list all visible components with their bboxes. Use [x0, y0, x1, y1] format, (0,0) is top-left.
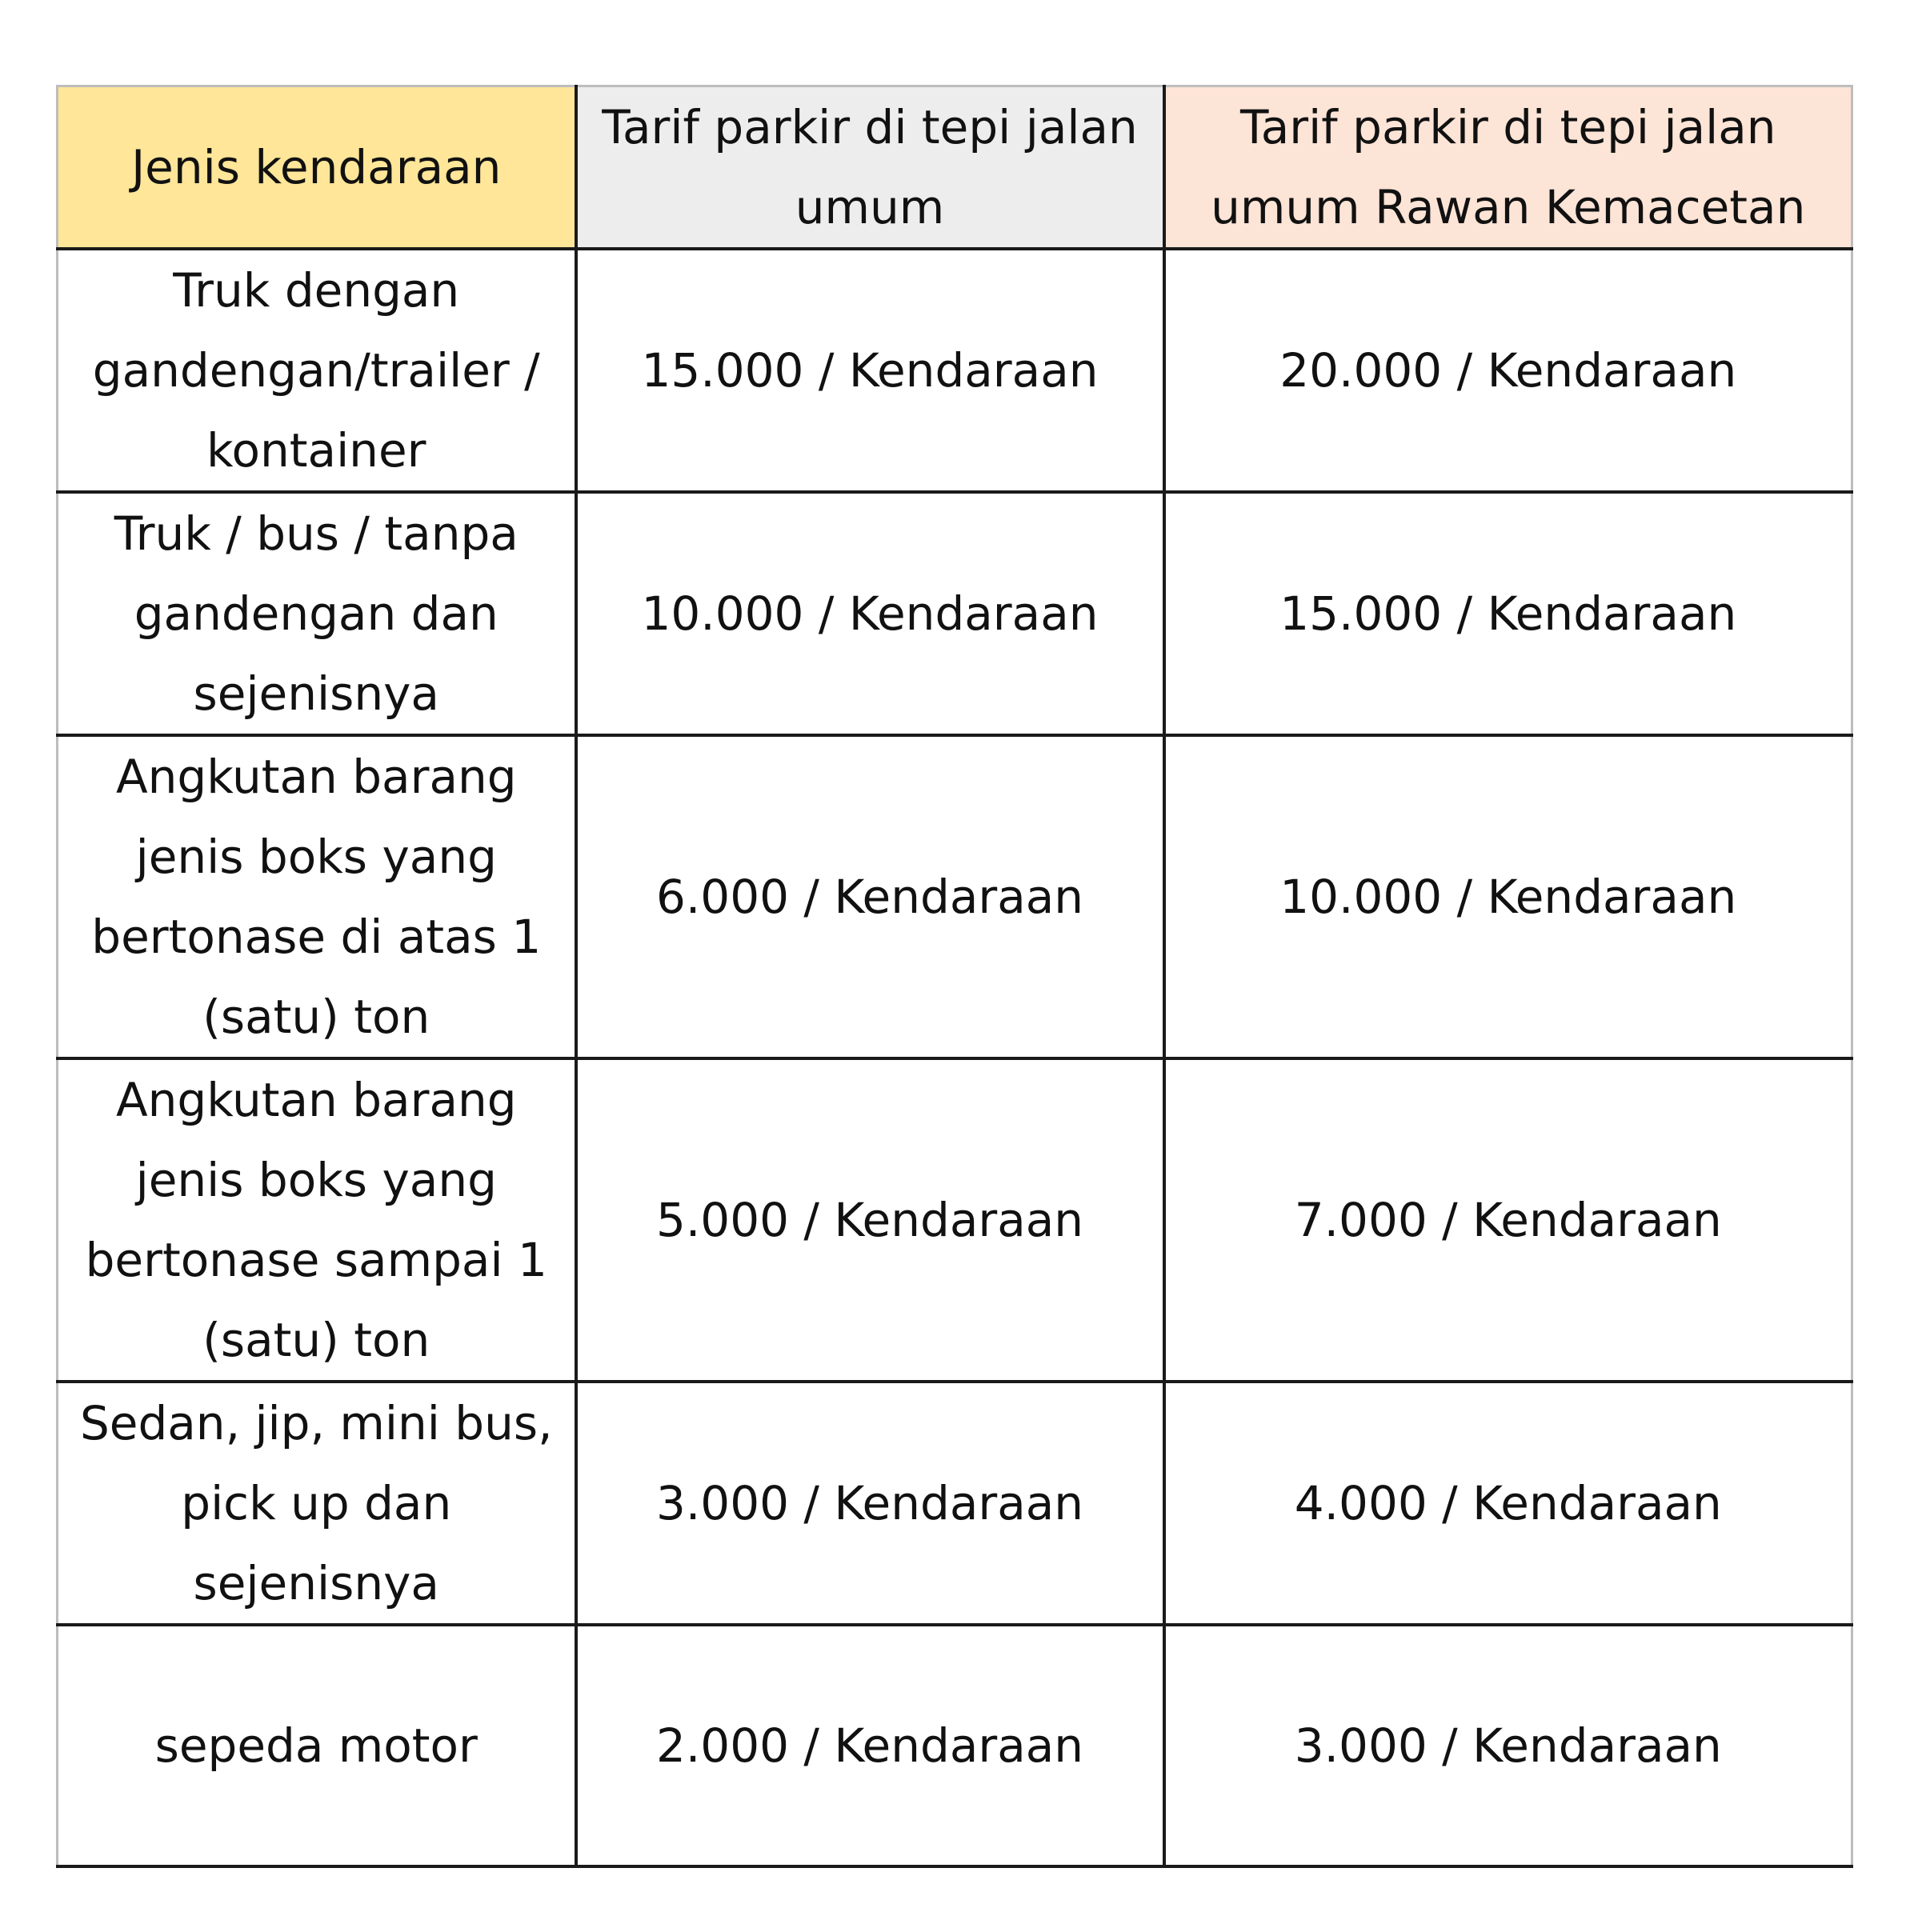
congestion-rate-cell: 7.000 / Kendaraan [1164, 1058, 1852, 1382]
general-rate-cell: 6.000 / Kendaraan [576, 735, 1164, 1058]
vehicle-type-text: Truk dengan gandengan/trailer / kontainer [92, 263, 540, 478]
vehicle-type-cell [58, 1625, 576, 1866]
general-rate-cell: 2.000 / Kendaraan [576, 1625, 1164, 1866]
vehicle-type-cell [58, 1382, 576, 1625]
congestion-rate-cell: 15.000 / Kendaraan [1164, 492, 1852, 735]
table-row [58, 1382, 1852, 1625]
table-row [58, 249, 1852, 492]
vehicle-type-text: sepeda motor [154, 1718, 478, 1773]
parking-tariff-table [56, 85, 1853, 1868]
header-general-rate: Tarif parkir di tepi jalan umum [576, 86, 1164, 250]
vehicle-type-text: Angkutan barang jenis boks yang bertonase sampai 1 (satu) ton [85, 1073, 547, 1367]
vehicle-type-cell [58, 249, 576, 492]
table-row [58, 492, 1852, 735]
table-header [58, 86, 1852, 250]
congestion-rate-cell: 10.000 / Kendaraan [1164, 735, 1852, 1058]
general-rate-cell: 10.000 / Kendaraan [576, 492, 1164, 735]
congestion-rate-cell: 4.000 / Kendaraan [1164, 1382, 1852, 1625]
vehicle-type-cell [58, 735, 576, 1058]
vehicle-type-cell [58, 1058, 576, 1382]
vehicle-type-text: Angkutan barang jenis boks yang bertonase di atas 1 (satu) ton [91, 750, 542, 1044]
congestion-rate-cell: 20.000 / Kendaraan [1164, 249, 1852, 492]
vehicle-type-text: Truk / bus / tanpa gandengan dan sejenisnya [114, 506, 519, 721]
table-row [58, 1058, 1852, 1382]
vehicle-type-text: Sedan, jip, mini bus, pick up dan sejenisnya [79, 1396, 553, 1610]
general-rate-cell: 15.000 / Kendaraan [576, 249, 1164, 492]
table-row [58, 1625, 1852, 1866]
general-rate-cell: 3.000 / Kendaraan [576, 1382, 1164, 1625]
vehicle-type-cell [58, 492, 576, 735]
header-congestion-rate: Tarif parkir di tepi jalan umum Rawan Kemacetan [1164, 86, 1852, 250]
table-body [58, 249, 1852, 1866]
general-rate-cell: 5.000 / Kendaraan [576, 1058, 1164, 1382]
header-row [58, 86, 1852, 250]
table-row [58, 735, 1852, 1058]
header-vehicle-type: Jenis kendaraan [58, 86, 576, 250]
congestion-rate-cell: 3.000 / Kendaraan [1164, 1625, 1852, 1866]
